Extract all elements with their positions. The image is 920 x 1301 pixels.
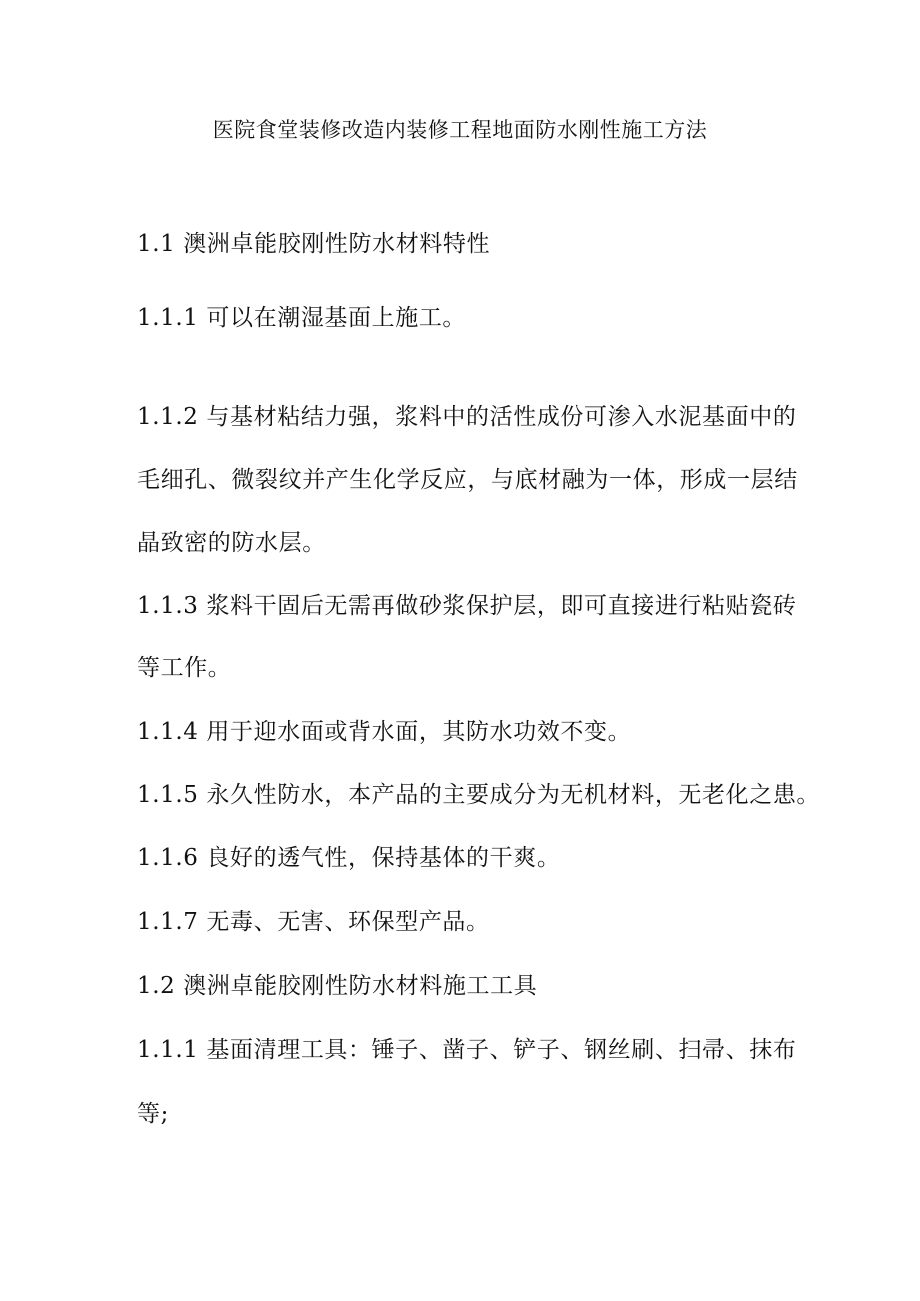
paragraph-line: 1.1.4 用于迎水面或背水面，其防水功效不变。: [137, 719, 632, 745]
paragraph-line: 等;: [137, 1101, 169, 1127]
paragraph-line: 1.1.2 与基材粘结力强，浆料中的活性成份可渗入水泥基面中的: [137, 404, 797, 430]
paragraph-line: 1.1.3 浆料干固后无需再做砂浆保护层，即可直接进行粘贴瓷砖: [137, 593, 797, 619]
paragraph-line: 1.1.7 无毒、无害、环保型产品。: [137, 909, 490, 935]
document-title: 医院食堂装修改造内装修工程地面防水刚性施工方法: [212, 118, 708, 142]
paragraph-line: 1.1.1 可以在潮湿基面上施工。: [137, 305, 467, 331]
paragraph-line: 毛细孔、微裂纹并产生化学反应，与底材融为一体，形成一层结: [137, 467, 798, 493]
paragraph-line: 等工作。: [137, 655, 232, 681]
paragraph-line: 1.1.1 基面清理工具：锤子、凿子、铲子、钢丝刷、扫帚、抹布: [137, 1037, 797, 1063]
paragraph-line: 1.1.6 良好的透气性，保持基体的干爽。: [137, 845, 561, 871]
section-heading-1-2: 1.2 澳洲卓能胶刚性防水材料施工工具: [137, 973, 538, 999]
paragraph-line: 1.1.5 永久性防水，本产品的主要成分为无机材料，无老化之患。: [137, 782, 821, 808]
section-heading-1-1: 1.1 澳洲卓能胶刚性防水材料特性: [137, 231, 491, 257]
paragraph-line: 晶致密的防水层。: [137, 530, 326, 556]
